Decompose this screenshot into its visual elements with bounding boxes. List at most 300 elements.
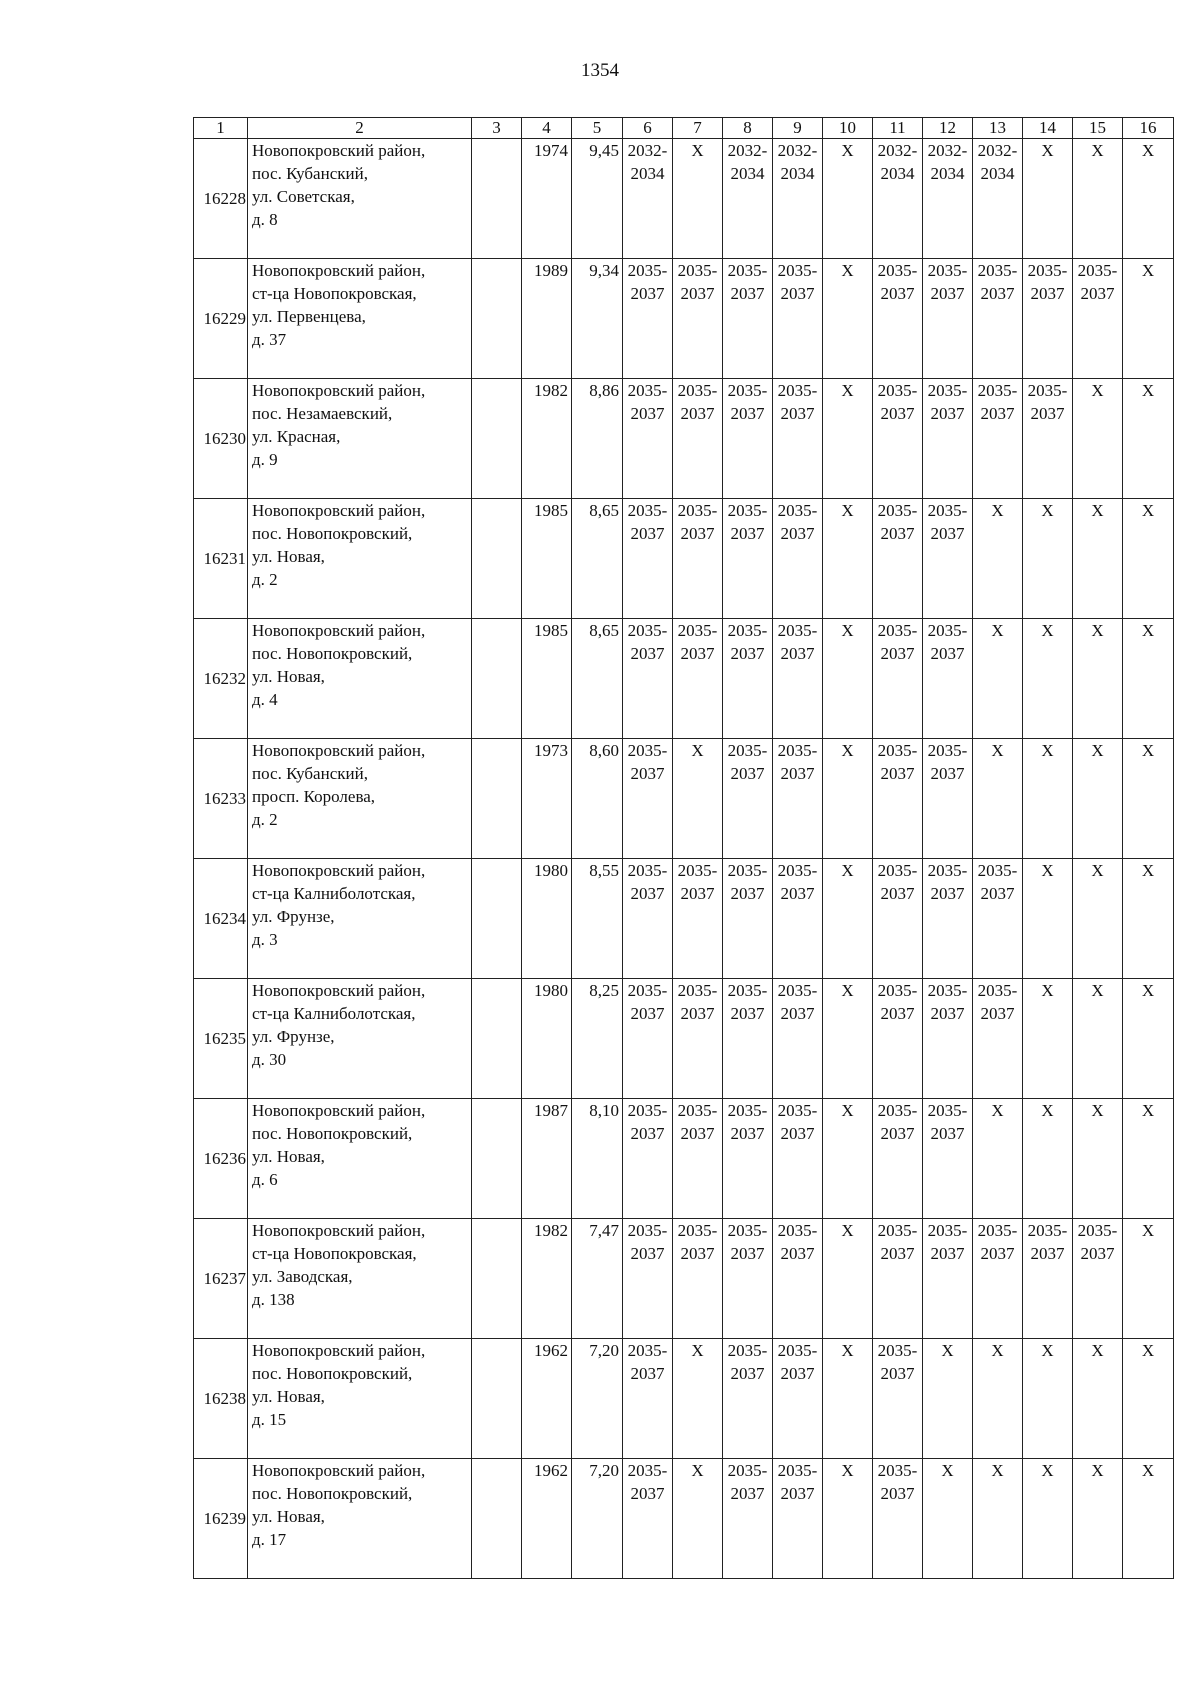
address-cell — [248, 619, 472, 739]
table-row — [194, 1339, 1174, 1459]
column-header-10: 10 — [823, 118, 873, 139]
period-text: X — [1091, 981, 1104, 1000]
period-cell-col-9 — [773, 1219, 823, 1339]
period-text: 2035- 2037 — [777, 1101, 818, 1143]
period-text: X — [1091, 1461, 1104, 1480]
address-cell — [248, 1099, 472, 1219]
period-cell-col-9 — [773, 1099, 823, 1219]
year-cell: 1985 — [522, 499, 572, 619]
value-cell: 8,25 — [572, 979, 623, 1099]
period-cell-col-7 — [673, 739, 723, 859]
period-cell-col-9 — [773, 259, 823, 379]
address-cell — [248, 859, 472, 979]
period-text: 2035- 2037 — [677, 501, 718, 543]
period-cell-col-7 — [673, 1459, 723, 1579]
period-text: 2035- 2037 — [777, 741, 818, 783]
column-3-cell — [472, 859, 522, 979]
period-cell-col-8 — [723, 259, 773, 379]
period-cell-col-15 — [1073, 259, 1123, 379]
period-text: X — [691, 1341, 704, 1360]
period-cell-col-9 — [773, 379, 823, 499]
period-cell-col-8 — [723, 499, 773, 619]
period-text: 2035- 2037 — [777, 381, 818, 423]
address-line: пос. Новопокровский, — [252, 1124, 413, 1143]
period-text: 2035- 2037 — [627, 501, 668, 543]
period-text: 2035- 2037 — [627, 861, 668, 903]
value-cell: 8,65 — [572, 619, 623, 739]
address-line: д. 138 — [252, 1290, 295, 1309]
period-text: 2035- 2037 — [877, 741, 918, 783]
period-cell-col-12 — [923, 619, 973, 739]
period-text: 2032- 2034 — [777, 141, 818, 183]
address-line: ул. Новая, — [252, 1507, 325, 1526]
period-text: 2035- 2037 — [777, 501, 818, 543]
period-text: X — [841, 981, 854, 1000]
column-header-6: 6 — [623, 118, 673, 139]
period-text: X — [841, 741, 854, 760]
period-text: 2035- 2037 — [677, 981, 718, 1023]
period-text: X — [1041, 741, 1054, 760]
row-number: 16237 — [194, 1219, 248, 1339]
period-cell-col-14 — [1023, 379, 1073, 499]
period-text: 2035- 2037 — [977, 261, 1018, 303]
period-text: 2035- 2037 — [1027, 1221, 1068, 1263]
period-text: X — [841, 621, 854, 640]
period-cell-col-14 — [1023, 859, 1073, 979]
period-cell-col-14 — [1023, 1339, 1073, 1459]
period-text: 2032- 2034 — [627, 141, 668, 183]
page-number: 1354 — [581, 60, 619, 81]
period-cell-col-9 — [773, 139, 823, 259]
period-text: X — [841, 1461, 854, 1480]
table-row — [194, 1459, 1174, 1579]
column-3-cell — [472, 1459, 522, 1579]
period-cell-col-6 — [623, 979, 673, 1099]
period-text: 2032- 2034 — [977, 141, 1018, 183]
period-cell-col-6 — [623, 1099, 673, 1219]
address-line: просп. Королева, — [252, 787, 376, 806]
period-cell-col-6 — [623, 619, 673, 739]
address-line: ул. Новая, — [252, 547, 325, 566]
period-text: 2035- 2037 — [677, 1101, 718, 1143]
value-cell: 8,10 — [572, 1099, 623, 1219]
period-text: X — [841, 861, 854, 880]
address-line: д. 8 — [252, 210, 278, 229]
period-cell-col-8 — [723, 979, 773, 1099]
period-cell-col-13 — [973, 979, 1023, 1099]
period-cell-col-13 — [973, 259, 1023, 379]
period-cell-col-16 — [1123, 1219, 1174, 1339]
address-cell — [248, 1339, 472, 1459]
period-text: 2035- 2037 — [727, 501, 768, 543]
period-text: X — [1091, 741, 1104, 760]
period-text: 2035- 2037 — [627, 381, 668, 423]
column-header-12: 12 — [923, 118, 973, 139]
period-cell-col-15 — [1073, 499, 1123, 619]
period-text: X — [1141, 1221, 1155, 1240]
period-cell-col-6 — [623, 859, 673, 979]
period-text: 2035- 2037 — [727, 621, 768, 663]
period-cell-col-16 — [1123, 859, 1174, 979]
period-cell-col-14 — [1023, 499, 1073, 619]
address-line: ул. Первенцева, — [252, 307, 366, 326]
period-cell-col-10 — [823, 739, 873, 859]
header-row — [194, 118, 1174, 139]
address-line: ст-ца Новопокровская, — [252, 1244, 417, 1263]
period-text: X — [841, 1221, 854, 1240]
value-cell: 7,20 — [572, 1459, 623, 1579]
period-cell-col-13 — [973, 1099, 1023, 1219]
address-line: пос. Новопокровский, — [252, 1484, 413, 1503]
column-header-16: 16 — [1123, 118, 1174, 139]
address-cell — [248, 1219, 472, 1339]
period-text: 2035- 2037 — [977, 1221, 1018, 1263]
period-text: 2035- 2037 — [677, 621, 718, 663]
period-text: 2035- 2037 — [677, 261, 718, 303]
period-cell-col-10 — [823, 619, 873, 739]
period-cell-col-10 — [823, 499, 873, 619]
column-header-9: 9 — [773, 118, 823, 139]
period-text: 2032- 2034 — [877, 141, 918, 183]
address-line: ул. Фрунзе, — [252, 1027, 335, 1046]
address-line: ст-ца Калниболотская, — [252, 884, 416, 903]
period-text: X — [691, 1461, 704, 1480]
column-3-cell — [472, 379, 522, 499]
period-cell-col-6 — [623, 499, 673, 619]
period-text: 2035- 2037 — [877, 1341, 918, 1383]
row-number: 16234 — [194, 859, 248, 979]
period-text: X — [991, 1341, 1004, 1360]
period-cell-col-15 — [1073, 1099, 1123, 1219]
period-cell-col-8 — [723, 1099, 773, 1219]
period-text: 2035- 2037 — [927, 501, 968, 543]
address-line: Новопокровский район, — [252, 1341, 426, 1360]
period-cell-col-8 — [723, 379, 773, 499]
period-cell-col-10 — [823, 139, 873, 259]
address-line: д. 15 — [252, 1410, 287, 1429]
address-line: д. 3 — [252, 930, 278, 949]
period-cell-col-11 — [873, 379, 923, 499]
period-cell-col-16 — [1123, 1339, 1174, 1459]
column-header-14: 14 — [1023, 118, 1073, 139]
period-cell-col-13 — [973, 619, 1023, 739]
period-cell-col-11 — [873, 1339, 923, 1459]
period-cell-col-14 — [1023, 1099, 1073, 1219]
period-text: X — [1091, 1341, 1104, 1360]
address-cell — [248, 139, 472, 259]
address-cell — [248, 739, 472, 859]
period-cell-col-9 — [773, 619, 823, 739]
period-cell-col-7 — [673, 379, 723, 499]
period-text: 2035- 2037 — [1027, 261, 1068, 303]
period-cell-col-14 — [1023, 1459, 1073, 1579]
column-header-8: 8 — [723, 118, 773, 139]
period-cell-col-12 — [923, 259, 973, 379]
period-cell-col-8 — [723, 1219, 773, 1339]
address-line: Новопокровский район, — [252, 1221, 426, 1240]
period-text: X — [1041, 861, 1054, 880]
period-cell-col-7 — [673, 1339, 723, 1459]
period-cell-col-9 — [773, 1339, 823, 1459]
address-line: Новопокровский район, — [252, 501, 426, 520]
table-row — [194, 259, 1174, 379]
period-text: 2035- 2037 — [877, 501, 918, 543]
value-cell: 9,34 — [572, 259, 623, 379]
table-row — [194, 619, 1174, 739]
period-cell-col-6 — [623, 139, 673, 259]
period-text: 2035- 2037 — [1027, 381, 1068, 423]
period-cell-col-7 — [673, 499, 723, 619]
period-cell-col-10 — [823, 1339, 873, 1459]
address-line: д. 2 — [252, 570, 278, 589]
period-cell-col-12 — [923, 499, 973, 619]
period-cell-col-6 — [623, 1219, 673, 1339]
column-3-cell — [472, 499, 522, 619]
period-text: 2035- 2037 — [977, 981, 1018, 1023]
period-cell-col-16 — [1123, 139, 1174, 259]
period-text: 2035- 2037 — [627, 621, 668, 663]
period-cell-col-11 — [873, 259, 923, 379]
column-3-cell — [472, 739, 522, 859]
period-text: X — [841, 141, 854, 160]
row-number: 16236 — [194, 1099, 248, 1219]
period-text: 2035- 2037 — [777, 261, 818, 303]
period-text: 2035- 2037 — [727, 981, 768, 1023]
period-cell-col-13 — [973, 139, 1023, 259]
period-cell-col-12 — [923, 139, 973, 259]
period-text: 2035- 2037 — [627, 1101, 668, 1143]
year-cell: 1987 — [522, 1099, 572, 1219]
period-cell-col-7 — [673, 1099, 723, 1219]
period-cell-col-16 — [1123, 1099, 1174, 1219]
period-cell-col-10 — [823, 379, 873, 499]
address-line: ул. Новая, — [252, 1387, 325, 1406]
period-cell-col-12 — [923, 379, 973, 499]
period-cell-col-13 — [973, 379, 1023, 499]
period-text: 2035- 2037 — [927, 621, 968, 663]
column-3-cell — [472, 619, 522, 739]
address-line: пос. Кубанский, — [252, 764, 368, 783]
period-text: 2035- 2037 — [1077, 261, 1118, 303]
period-text: 2032- 2034 — [727, 141, 768, 183]
table-row — [194, 859, 1174, 979]
year-cell: 1962 — [522, 1339, 572, 1459]
period-cell-col-11 — [873, 979, 923, 1099]
column-header-4: 4 — [522, 118, 572, 139]
period-text: X — [1041, 981, 1054, 1000]
period-text: 2035- 2037 — [927, 861, 968, 903]
period-cell-col-11 — [873, 619, 923, 739]
period-cell-col-13 — [973, 1459, 1023, 1579]
period-cell-col-9 — [773, 499, 823, 619]
period-cell-col-7 — [673, 979, 723, 1099]
address-line: Новопокровский район, — [252, 141, 426, 160]
period-cell-col-11 — [873, 1099, 923, 1219]
period-text: 2035- 2037 — [727, 861, 768, 903]
period-text: 2035- 2037 — [677, 1221, 718, 1263]
period-cell-col-6 — [623, 1459, 673, 1579]
period-text: X — [1041, 621, 1054, 640]
period-text: 2035- 2037 — [677, 861, 718, 903]
period-cell-col-7 — [673, 139, 723, 259]
period-cell-col-15 — [1073, 619, 1123, 739]
period-text: X — [1041, 1461, 1054, 1480]
period-text: 2035- 2037 — [877, 981, 918, 1023]
period-text: 2035- 2037 — [627, 261, 668, 303]
table-row — [194, 139, 1174, 259]
period-cell-col-11 — [873, 139, 923, 259]
address-line: Новопокровский район, — [252, 621, 426, 640]
period-text: X — [1141, 741, 1155, 760]
period-cell-col-13 — [973, 1219, 1023, 1339]
period-text: X — [1141, 261, 1155, 280]
address-line: ул. Новая, — [252, 667, 325, 686]
period-cell-col-7 — [673, 259, 723, 379]
column-header-2: 2 — [248, 118, 472, 139]
table-row — [194, 979, 1174, 1099]
period-text: 2035- 2037 — [927, 1101, 968, 1143]
period-cell-col-14 — [1023, 979, 1073, 1099]
period-cell-col-7 — [673, 1219, 723, 1339]
period-text: X — [1041, 1101, 1054, 1120]
period-text: X — [1141, 141, 1155, 160]
period-text: X — [1091, 861, 1104, 880]
period-cell-col-12 — [923, 1099, 973, 1219]
row-number: 16230 — [194, 379, 248, 499]
period-text: X — [991, 621, 1004, 640]
column-header-15: 15 — [1073, 118, 1123, 139]
period-text: 2035- 2037 — [627, 981, 668, 1023]
row-number: 16239 — [194, 1459, 248, 1579]
period-cell-col-13 — [973, 1339, 1023, 1459]
period-text: 2035- 2037 — [627, 1461, 668, 1503]
address-line: пос. Новопокровский, — [252, 524, 413, 543]
period-cell-col-13 — [973, 499, 1023, 619]
column-header-5: 5 — [572, 118, 623, 139]
period-text: 2035- 2037 — [777, 1461, 818, 1503]
period-cell-col-14 — [1023, 619, 1073, 739]
period-text: 2035- 2037 — [777, 621, 818, 663]
address-cell — [248, 379, 472, 499]
period-text: 2035- 2037 — [727, 1221, 768, 1263]
period-text: X — [1141, 1101, 1155, 1120]
period-cell-col-11 — [873, 1219, 923, 1339]
period-text: 2035- 2037 — [727, 1461, 768, 1503]
period-cell-col-12 — [923, 1339, 973, 1459]
period-text: X — [1141, 861, 1155, 880]
period-text: X — [1091, 141, 1104, 160]
period-cell-col-11 — [873, 1459, 923, 1579]
period-text: 2035- 2037 — [627, 1341, 668, 1383]
address-line: Новопокровский район, — [252, 261, 426, 280]
address-cell — [248, 1459, 472, 1579]
value-cell: 7,47 — [572, 1219, 623, 1339]
period-text: X — [941, 1341, 954, 1360]
table-row — [194, 739, 1174, 859]
period-cell-col-14 — [1023, 1219, 1073, 1339]
period-cell-col-16 — [1123, 1459, 1174, 1579]
year-cell: 1980 — [522, 859, 572, 979]
address-line: ст-ца Калниболотская, — [252, 1004, 416, 1023]
address-line: ул. Советская, — [252, 187, 355, 206]
column-3-cell — [472, 139, 522, 259]
value-cell: 8,55 — [572, 859, 623, 979]
period-text: 2035- 2037 — [877, 261, 918, 303]
period-cell-col-12 — [923, 1219, 973, 1339]
address-line: Новопокровский район, — [252, 741, 426, 760]
period-cell-col-15 — [1073, 1339, 1123, 1459]
address-line: ул. Новая, — [252, 1147, 325, 1166]
period-text: 2035- 2037 — [777, 1221, 818, 1263]
period-cell-col-12 — [923, 739, 973, 859]
period-cell-col-10 — [823, 859, 873, 979]
period-cell-col-6 — [623, 259, 673, 379]
period-text: 2035- 2037 — [927, 381, 968, 423]
period-text: X — [691, 141, 704, 160]
period-cell-col-16 — [1123, 499, 1174, 619]
row-number: 16228 — [194, 139, 248, 259]
period-cell-col-15 — [1073, 739, 1123, 859]
address-line: ул. Фрунзе, — [252, 907, 335, 926]
period-text: X — [1141, 381, 1155, 400]
period-cell-col-10 — [823, 259, 873, 379]
period-cell-col-12 — [923, 859, 973, 979]
period-cell-col-11 — [873, 499, 923, 619]
period-cell-col-15 — [1073, 139, 1123, 259]
period-text: X — [841, 1101, 854, 1120]
column-3-cell — [472, 259, 522, 379]
period-cell-col-6 — [623, 379, 673, 499]
row-number: 16232 — [194, 619, 248, 739]
period-text: 2035- 2037 — [977, 861, 1018, 903]
period-text: 2035- 2037 — [927, 741, 968, 783]
period-text: X — [841, 261, 854, 280]
address-line: ул. Красная, — [252, 427, 341, 446]
period-cell-col-9 — [773, 1459, 823, 1579]
column-header-7: 7 — [673, 118, 723, 139]
period-text: X — [1091, 381, 1104, 400]
period-cell-col-10 — [823, 1099, 873, 1219]
column-header-1: 1 — [194, 118, 248, 139]
address-line: д. 2 — [252, 810, 278, 829]
period-text: 2035- 2037 — [777, 1341, 818, 1383]
column-header-3: 3 — [472, 118, 522, 139]
period-text: X — [1141, 981, 1155, 1000]
period-cell-col-10 — [823, 1219, 873, 1339]
period-cell-col-16 — [1123, 379, 1174, 499]
period-text: X — [1041, 501, 1054, 520]
address-line: Новопокровский район, — [252, 1461, 426, 1480]
year-cell: 1982 — [522, 379, 572, 499]
period-cell-col-15 — [1073, 379, 1123, 499]
period-cell-col-13 — [973, 739, 1023, 859]
table-row — [194, 1219, 1174, 1339]
period-text: 2035- 2037 — [927, 261, 968, 303]
period-cell-col-9 — [773, 739, 823, 859]
period-cell-col-7 — [673, 859, 723, 979]
address-cell — [248, 979, 472, 1099]
address-line: Новопокровский район, — [252, 1101, 426, 1120]
period-cell-col-9 — [773, 859, 823, 979]
period-cell-col-15 — [1073, 979, 1123, 1099]
row-number: 16235 — [194, 979, 248, 1099]
year-cell: 1989 — [522, 259, 572, 379]
period-text: 2035- 2037 — [627, 741, 668, 783]
address-cell — [248, 259, 472, 379]
period-cell-col-12 — [923, 979, 973, 1099]
period-cell-col-16 — [1123, 259, 1174, 379]
period-cell-col-14 — [1023, 139, 1073, 259]
